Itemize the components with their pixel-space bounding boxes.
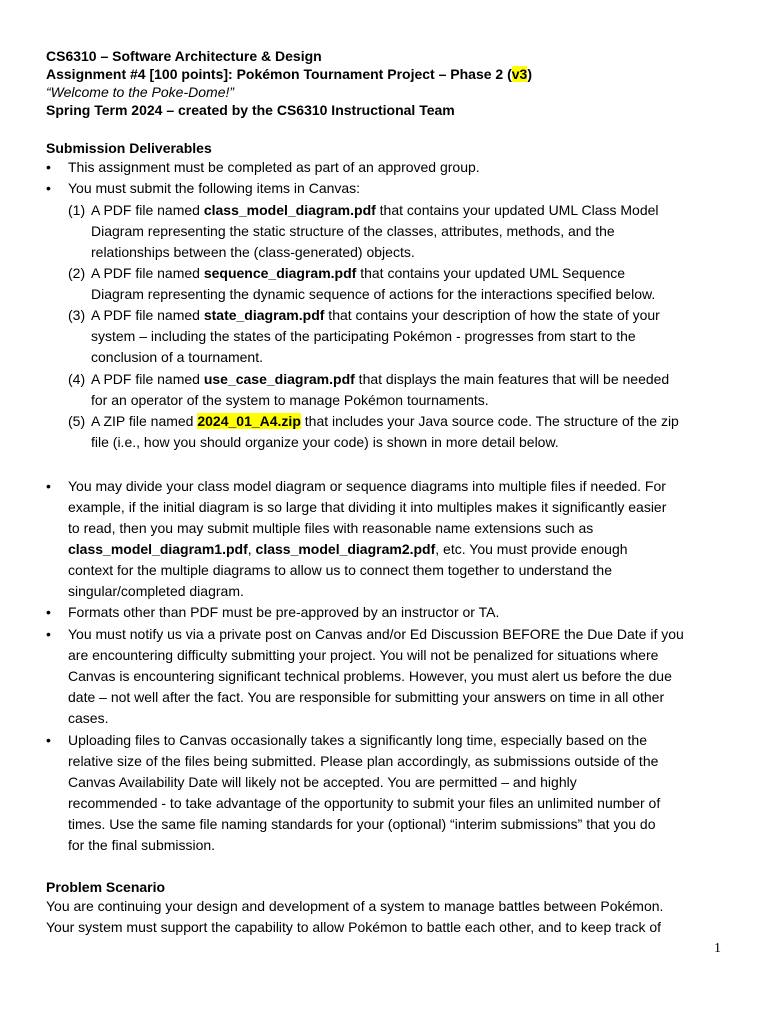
scenario-heading: Problem Scenario xyxy=(46,879,166,895)
bullet-line: You may divide your class model diagram or sequence diagrams into multiple files if needed. For xyxy=(68,478,666,494)
separator: , xyxy=(247,541,256,557)
version-highlight: v3 xyxy=(511,66,528,82)
item-prefix: A PDF file named xyxy=(91,265,204,281)
item-filename: state_diagram.pdf xyxy=(203,307,325,323)
bullet-text: Formats other than PDF must be pre-approved by an instructor or TA. xyxy=(68,604,500,620)
item-prefix: A ZIP file named xyxy=(91,413,198,429)
item-line1: that contains your updated UML Sequence xyxy=(356,265,626,281)
item-line1: that contains your updated UML Class Model xyxy=(375,202,659,218)
assignment-title xyxy=(46,65,532,83)
bullet-text xyxy=(68,624,728,729)
item-text xyxy=(91,263,731,305)
item-text xyxy=(91,200,731,263)
bullet-line xyxy=(68,539,728,560)
item-filename: class_model_diagram.pdf xyxy=(203,202,376,218)
bullet-text xyxy=(68,476,728,602)
item-line3: relationships between the (class-generated) objects. xyxy=(91,244,415,260)
bullet-line: for the final submission. xyxy=(68,837,216,853)
bullet-line: You must notify us via a private post on Canvas and/or Ed Discussion BEFORE the Due Date if you xyxy=(68,626,684,642)
item-line1: that displays the main features that will be needed xyxy=(354,371,670,387)
scenario-line: Your system must support the capability to allow Pokémon to battle each other, and to keep track of xyxy=(46,919,662,935)
term-line: Spring Term 2024 – created by the CS6310 Instructional Team xyxy=(46,102,455,118)
item-line2: Diagram representing the static structure of the classes, attributes, methods, and the xyxy=(91,223,615,239)
item-text xyxy=(91,305,731,368)
bullet-glyph: • xyxy=(46,180,51,196)
item-number: (2) xyxy=(68,265,86,281)
item-prefix: A PDF file named xyxy=(91,371,204,387)
bullet-line: singular/completed diagram. xyxy=(68,583,244,599)
bullet-line: Canvas Availability Date will likely not be accepted. You are permitted – and highly xyxy=(68,774,577,790)
item-line1: that includes your Java source code. The structure of the zip xyxy=(300,413,679,429)
bullet-glyph: • xyxy=(46,604,51,620)
item-filename: 2024_01_A4.zip xyxy=(197,413,301,429)
scenario-text xyxy=(46,896,736,938)
item-line2: file (i.e., how you should organize your code) is shown in more detail below. xyxy=(91,434,559,450)
example-filename-2: class_model_diagram2.pdf xyxy=(255,541,436,557)
bullet-line: cases. xyxy=(68,710,109,726)
item-line2: Diagram representing the dynamic sequence of actions for the interactions specified below. xyxy=(91,286,656,302)
bullet-line: relative size of the files being submitted. Please plan accordingly, as submissions outside of the xyxy=(68,753,659,769)
item-filename: sequence_diagram.pdf xyxy=(203,265,357,281)
bullet-line: context for the multiple diagrams to allow us to connect them together to understand the xyxy=(68,562,612,578)
course-title: CS6310 – Software Architecture & Design xyxy=(46,48,322,64)
item-line1: that contains your description of how the state of your xyxy=(324,307,660,323)
item-number: (3) xyxy=(68,307,86,323)
bullet-line: date – not well after the fact. You are responsible for submitting your answers on time in all other xyxy=(68,689,665,705)
assignment-title-suffix: ) xyxy=(527,66,532,82)
bullet-glyph: • xyxy=(46,159,51,175)
bullet-line-tail: , etc. You must provide enough xyxy=(435,541,628,557)
bullet-line: are encountering difficulty submitting your project. You will not be penalized for situations where xyxy=(68,647,659,663)
bullet-text: This assignment must be completed as part of an approved group. xyxy=(68,159,480,175)
bullet-line: times. Use the same file naming standards for your (optional) “interim submissions” that you do xyxy=(68,816,656,832)
item-line2: system – including the states of the participating Pokémon - progresses from start to the xyxy=(91,328,636,344)
bullet-line: Uploading files to Canvas occasionally takes a significantly long time, especially based on the xyxy=(68,732,647,748)
item-text xyxy=(91,369,731,411)
bullet-glyph: • xyxy=(46,732,51,748)
bullet-text xyxy=(68,730,728,856)
item-filename: use_case_diagram.pdf xyxy=(203,371,355,387)
bullet-line: example, if the initial diagram is so large that dividing it into multiples makes it significantly easier xyxy=(68,499,667,515)
item-number: (5) xyxy=(68,413,86,429)
tagline: “Welcome to the Poke-Dome!” xyxy=(46,84,235,100)
bullet-line: to read, then you may submit multiple files with reasonable name extensions such as xyxy=(68,520,594,536)
deliverables-heading: Submission Deliverables xyxy=(46,140,212,156)
item-text xyxy=(91,411,731,453)
item-line3: conclusion of a tournament. xyxy=(91,349,263,365)
item-number: (4) xyxy=(68,371,86,387)
page-number: 1 xyxy=(714,941,721,956)
example-filename-1: class_model_diagram1.pdf xyxy=(68,541,248,557)
item-line2: for an operator of the system to manage Pokémon tournaments. xyxy=(91,392,489,408)
bullet-text: You must submit the following items in Canvas: xyxy=(68,180,361,196)
bullet-line: Canvas is encountering significant technical problems. However, you must alert us before the due xyxy=(68,668,672,684)
bullet-glyph: • xyxy=(46,478,51,494)
item-prefix: A PDF file named xyxy=(91,307,204,323)
bullet-glyph: • xyxy=(46,626,51,642)
item-number: (1) xyxy=(68,202,86,218)
bullet-line: recommended - to take advantage of the opportunity to submit your files an unlimited number of xyxy=(68,795,661,811)
scenario-line: You are continuing your design and development of a system to manage battles between Pokémon. xyxy=(46,898,664,914)
document-header xyxy=(46,47,532,119)
assignment-title-prefix: Assignment #4 [100 points]: Pokémon Tournament Project – Phase 2 ( xyxy=(46,66,512,82)
item-prefix: A PDF file named xyxy=(91,202,204,218)
